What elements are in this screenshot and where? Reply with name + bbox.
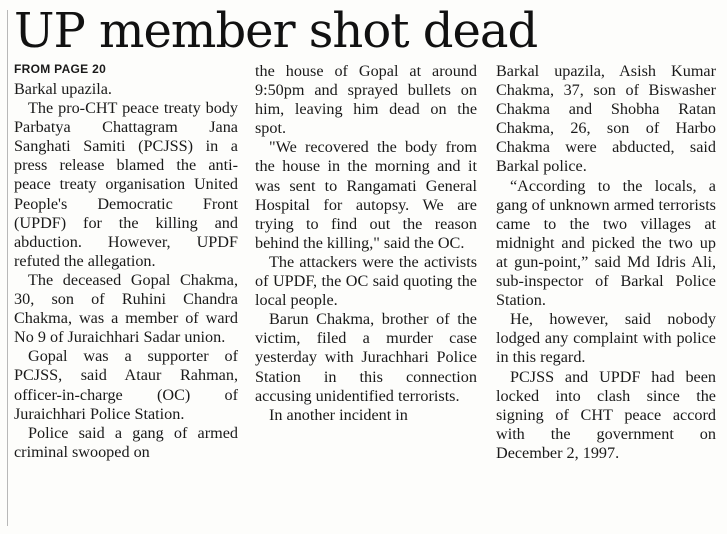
article-column-3 [496,62,716,463]
article-paragraph: Barkal upazila. [14,80,112,98]
continuation-kicker: FROM PAGE 20 [14,62,107,76]
article-column-1 [14,62,238,462]
headline: UP member shot dead [14,3,538,59]
article-paragraph: Police said a gang of armed criminal swooped on [14,423,238,461]
article-paragraph: the house of Gopal at around 9:50pm and sprayed bullets on him, leaving him dead on the spot. [255,62,477,138]
article-paragraph: In another incident in [269,405,408,424]
column-rule [7,10,8,526]
article-column-2 [255,62,477,425]
article-paragraph: The attackers were the activists of UPDF, the OC said quoting the local people. [255,252,477,310]
article-paragraph: Gopal was a supporter of PCJSS, said Ataur Rahman, officer-in-charge (OC) of Juraichhari Police Station. [14,347,238,423]
article-paragraph: Barkal upazila, Asish Kumar Chakma, 37, son of Biswasher Chakma and Shobha Ratan Chakma, 26, son of Harbo Chakma were abducted, said Barkal police. [496,62,716,176]
article-paragraph: "We recovered the body from the house in the morning and it was sent to Rangamati General Hospital for autopsy. We are trying to find out the reason behind the killing," said the OC. [255,138,477,252]
article-paragraph: PCJSS and UPDF had been locked into clash since the signing of CHT peace accord with the government on December 2, 1997. [496,367,716,462]
article-paragraph: The pro-CHT peace treaty body Parbatya Chattagram Jana Sanghati Samiti (PCJSS) in a press release blamed the anti-peace treaty organisation United People's Democratic Front (UPDF) for the killing and abduction. However, UPDF refuted the allegation. [14,99,238,270]
article-paragraph: The deceased Gopal Chakma, 30, son of Ruhini Chandra Chakma, was a member of ward No 9 of Juraichhari Sadar union. [14,270,238,347]
article-paragraph: “According to the locals, a gang of unknown armed terrorists came to the two villages at midnight and picked the two up at gun-point,” said Md Idris Ali, sub-inspector of Barkal Police Station. [496,176,716,310]
article-paragraph: Barun Chakma, brother of the victim, filed a murder case yesterday with Jurachhari Police Station in this connection accusing unidentified terrorists. [255,310,477,405]
article-paragraph: He, however, said nobody lodged any complaint with police in this regard. [496,310,716,367]
